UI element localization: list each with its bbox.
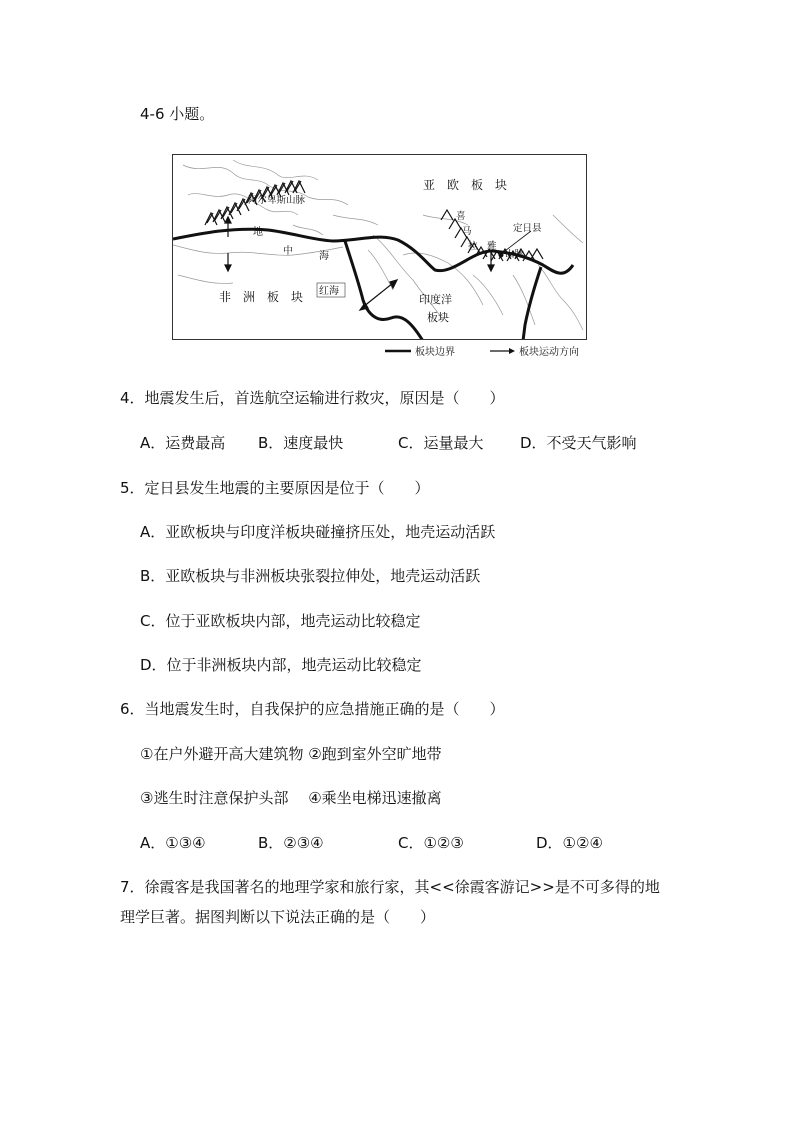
himalaya-label-4: 雅 xyxy=(487,241,497,252)
question-7-stem-line-1: 7．徐霞客是我国著名的地理学家和旅行家，其<<徐霞客游记>>是不可多得的地 xyxy=(120,878,660,896)
himalaya-label-3: 拉 xyxy=(468,241,478,252)
mediterranean-label-3: 海 xyxy=(319,251,329,262)
question-5-option-a[interactable]: A．亚欧板块与印度洋板块碰撞挤压处，地壳运动活跃 xyxy=(140,523,496,541)
question-6-stem: 6．当地震发生时，自我保护的应急措施正确的是（ ） xyxy=(120,700,505,718)
question-6-option-b[interactable]: B．②③④ xyxy=(258,834,324,852)
question-6-option-a[interactable]: A．①③④ xyxy=(140,834,206,852)
alps-label: 阿尔卑斯山脉 xyxy=(248,195,306,206)
question-5-option-c[interactable]: C．位于亚欧板块内部，地壳运动比较稳定 xyxy=(140,612,421,630)
dingri-label: 定日县 xyxy=(513,223,542,234)
question-5-stem: 5．定日县发生地震的主要原因是位于（ ） xyxy=(120,479,430,497)
red-sea-label: 红海 xyxy=(319,286,339,297)
question-4-stem: 4．地震发生后，首选航空运输进行救灾，原因是（ ） xyxy=(120,389,505,407)
question-5-option-d[interactable]: D．位于非洲板块内部，地壳运动比较稳定 xyxy=(140,656,422,674)
question-7-stem-line-2: 理学巨著。据图判断以下说法正确的是（ ） xyxy=(120,908,436,926)
indian-plate-label-1: 印度洋 xyxy=(419,293,452,306)
legend-arrow-head xyxy=(509,348,515,354)
question-4-option-b[interactable]: B．速度最快 xyxy=(258,434,344,452)
eurasian-plate-label: 亚 欧 板 块 xyxy=(423,178,508,192)
question-4-option-d[interactable]: D．不受天气影响 xyxy=(520,434,637,452)
map-legend xyxy=(385,342,595,360)
indian-plate-label-2: 板块 xyxy=(427,311,449,324)
plate-map xyxy=(172,154,587,340)
question-6-statements-1: ①在户外避开高大建筑物 ②跑到室外空旷地带 xyxy=(140,745,442,763)
question-4-option-c[interactable]: C．运量最大 xyxy=(398,434,484,452)
question-5-option-b[interactable]: B．亚欧板块与非洲板块张裂拉伸处，地壳运动活跃 xyxy=(140,567,481,585)
question-6-option-d[interactable]: D．①②④ xyxy=(536,834,603,852)
mediterranean-label-1: 地 xyxy=(253,227,263,238)
african-plate-label: 非 洲 板 块 xyxy=(219,290,304,304)
mediterranean-label-2: 中 xyxy=(283,246,293,257)
intro-text: 4-6 小题。 xyxy=(140,105,215,123)
legend-boundary-label: 板块边界 xyxy=(415,347,455,358)
map-legend-svg xyxy=(385,342,595,360)
himalaya-label-2: 马 xyxy=(462,226,472,237)
legend-motion-label: 板块运动方向 xyxy=(519,347,579,358)
himalaya-label-5: 山脉 xyxy=(505,249,525,260)
plate-map-svg xyxy=(173,155,587,340)
question-4-option-a[interactable]: A．运费最高 xyxy=(140,434,226,452)
plate-boundaries xyxy=(173,229,573,340)
himalaya-label-1: 喜 xyxy=(456,211,466,222)
question-6-statements-2: ③逃生时注意保护头部 ④乘坐电梯迅速撤离 xyxy=(140,789,442,807)
question-6-option-c[interactable]: C．①②③ xyxy=(398,834,464,852)
coastlines xyxy=(173,160,583,330)
